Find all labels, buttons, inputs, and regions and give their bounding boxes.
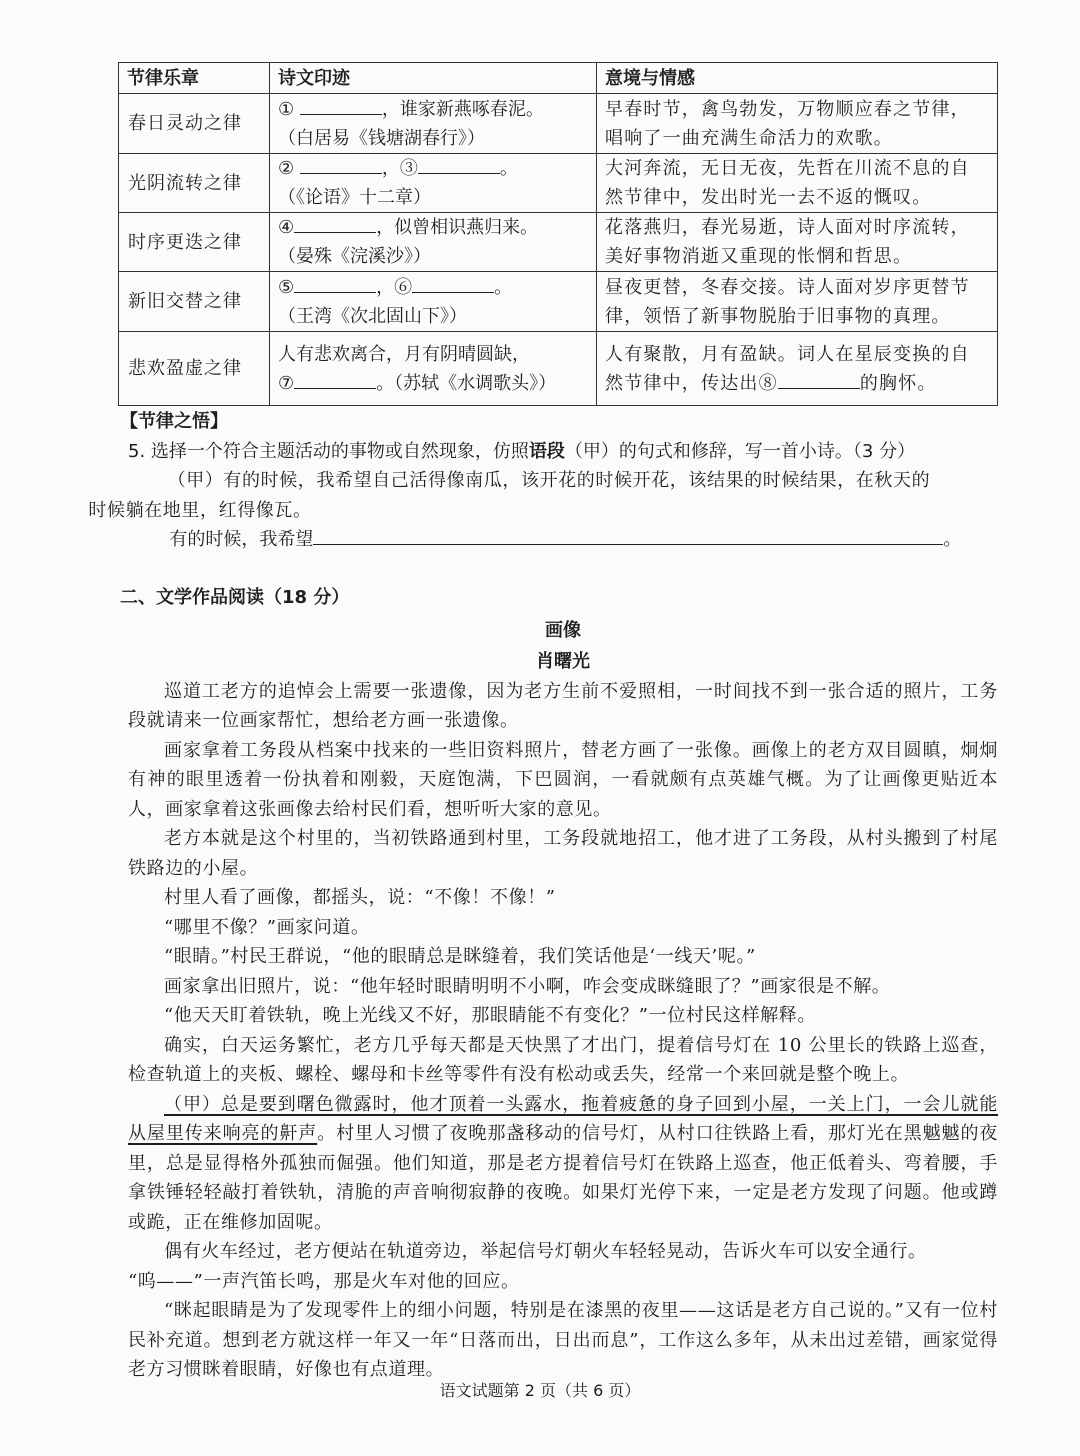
article-title: 画像 [545,619,581,641]
chapter-cell: 光阴流转之律 [119,154,270,213]
paragraph: “眯起眼睛是为了发现零件上的细小问题，特别是在漆黑的夜里——这话是老方自己说的。”又有一位村民补充道。想到老方就这样一年又一年“日落而出，日出而息”，工作这么多年，从未出过差错，画家觉得老方习惯眯着眼睛，好像也有点道理。 [128,1300,998,1380]
emotion-text: 然节律中，发出时光一去不返的慨叹。 [605,187,932,208]
paragraph: 确实，白天运务繁忙，老方几乎每天都是天快黑了才出门，提着信号灯在 10 公里长的铁路上巡查，检查轨道上的夹板、螺栓、螺母和卡丝等零件有没有松动或丢失，经常一个来回就是整个晚上。 [128,1034,998,1085]
paragraph: 巡道工老方的追悼会上需要一张遗像，因为老方生前不爱照相，一时间找不到一张合适的照片，工务段就请来一位画家帮忙，想给老方画一张遗像。 [128,680,998,731]
emotion-text: 美好事物消逝又重现的怅惘和哲思。 [605,246,913,267]
emotion-text: 的胸怀。 [859,372,937,394]
paragraph-jia [128,1090,998,1238]
poem-text: 人有悲欢离合，月有阴晴圆缺， [278,343,530,365]
chapter-cell: 新旧交替之律 [119,272,270,332]
emotion-text: 律，领悟了新事物脱胎于旧事物的真理。 [605,305,951,327]
header-chapter: 节律乐章 [119,63,270,94]
poem-text: 。 [494,276,513,298]
question-5 [128,437,998,467]
table-row [119,272,998,332]
paragraph: 老方本就是这个村里的，当初铁路通到村里，工务段就地招工，他才进了工务段，从村头搬到了村尾铁路边的小屋。 [128,828,998,879]
fill-blank-3[interactable] [418,155,500,174]
poem-text: 。 [499,158,518,179]
paragraph: “呜——”一声汽笛长鸣，那是火车对他的回应。 [128,1270,520,1292]
poem-source: （白居易《钱塘湖春行》） [278,127,485,149]
paragraph: 村里人看了画像，都摇头，说：“不像！不像！” [164,887,556,908]
question-text: 5. 选择一个符合主题活动的事物或自然现象，仿照 [128,440,529,462]
paragraph-text: 。村里人习惯了夜晚那盏移动的信号灯，从村口往铁路上看，那灯光在黑魆魆的夜里，总是显得格外孤独而倔强。他们知道，那是老方提着信号灯在铁路上巡查，他正低着头、弯着腰，手拿铁锤轻轻敲打着铁轨，清脆的声音响彻寂静的夜晚。如果灯光停下来，一定是老方发现了问题。他或蹲或跪，正在维修加固呢。 [128,1123,998,1233]
emotion-cell [597,154,998,213]
article-author: 肖曙光 [536,650,590,672]
answer-end: 。 [943,529,962,550]
example-text: 时候躺在地里，红得像瓦。 [88,499,312,521]
answer-prompt: 有的时候，我希望 [169,529,314,550]
poem-source: （晏殊《浣溪沙》） [278,246,431,267]
emotion-text: 人有聚散，月有盈缺。词人在星辰变换的自 [605,343,970,365]
blank-number: ，⑥ [376,276,413,298]
section-heading: 【节律之悟】 [120,411,228,432]
blank-number: ，③ [381,158,418,179]
blank-number: ⑦ [278,372,295,394]
header-poem: 诗文印迹 [270,63,597,94]
chapter-cell: 时序更迭之律 [119,213,270,272]
poem-source: （王湾《次北固山下》） [278,305,467,327]
emotion-text: 花落燕归，春光易逝，诗人面对时序流转， [605,217,970,238]
fill-blank-8[interactable] [778,370,860,389]
fill-blank-4[interactable] [294,214,376,233]
table-row [119,94,998,154]
answer-line [128,525,998,555]
emotion-text: 昼夜更替，冬春交接。诗人面对岁序更替节 [605,276,970,298]
poem-cell [270,213,597,272]
poem-cell [270,94,597,154]
fill-blank-7[interactable] [294,370,376,389]
emotion-text: 大河奔流，无日无夜，先哲在川流不息的自 [605,158,970,179]
paragraph: 画家拿着工务段从档案中找来的一些旧资料照片，替老方画了一张像。画像上的老方双目圆瞋，炯炯有神的眼里透着一份执着和刚毅，天庭饱满，下巴圆润，一看就颇有点英雄气概。为了让画像更贴近本人，画家拿着这张画像去给村民们看，想听听大家的意见。 [128,739,998,820]
emotion-cell [597,94,998,154]
paragraph: 画家拿出旧照片，说：“他年轻时眼睛明明不小啊，咋会变成眯缝眼了？”画家很是不解。 [164,975,891,997]
section-heading: 二、文学作品阅读（18 分） [120,587,350,608]
fill-blank-1[interactable] [300,96,382,115]
paragraph: “哪里不像？”画家问道。 [164,916,370,938]
example-passage [88,466,998,525]
poem-text: ，似曾相识燕归来。 [376,217,539,238]
emotion-text: 然节律中，传达出⑧ [605,372,778,394]
chapter-cell: 悲欢盈虚之律 [119,332,270,406]
fill-blank-2[interactable] [300,155,382,174]
blank-number: ④ [278,217,295,238]
emotion-text: 唱响了一曲充满生命活力的欢歌。 [605,127,893,149]
paragraph: 偶有火车经过，老方便站在轨道旁边，举起信号灯朝火车轻轻晃动，告诉火车可以安全通行。 [164,1241,927,1262]
blank-number: ② [278,158,295,179]
header-emotion: 意境与情感 [597,63,998,94]
question-emphasis: 语段 [528,440,565,462]
chapter-cell: 春日灵动之律 [119,94,270,154]
paragraph: “他天天盯着铁轨，晚上光线又不好，那眼睛能不有变化？”一位村民这样解释。 [164,1005,817,1026]
reading-section [120,583,998,1385]
fill-blank-6[interactable] [412,274,494,293]
underlined-passage: （甲）总是要到曙色微露时，他才顶着一头露水，拖着疲惫的身子回到小屋，一关上门，一会儿就能从屋里传来响亮的鼾声 [128,1093,998,1144]
table-row [119,213,998,272]
paragraph: “眼睛。”村民王群说，“他的眼睛总是眯缝着，我们笑话他是‘一线天’呢。” [164,946,756,967]
table-row [119,154,998,213]
emotion-cell [597,332,998,406]
poem-cell [270,154,597,213]
blank-number: ① [278,98,295,120]
poem-cell [270,332,597,406]
fill-blank-5[interactable] [294,274,376,293]
emotion-text: 早春时节，禽鸟勃发，万物顺应春之节律， [605,98,970,120]
poem-source: （《论语》十二章） [278,187,431,208]
blank-number: ⑤ [278,276,295,298]
emotion-cell [597,272,998,332]
poem-text: ，谁家新燕啄春泥。 [381,98,544,120]
emotion-cell [597,213,998,272]
page-footer: 语文试题第 2 页（共 6 页） [439,1381,641,1400]
answer-input[interactable] [313,526,943,545]
table-row [119,332,998,406]
example-text: （甲）有的时候，我希望自己活得像南瓜，该开花的时候开花，该结果的时候结果，在秋天的 [167,470,931,491]
poem-cell [270,272,597,332]
poem-source: 。（苏轼《水调歌头》） [376,372,557,394]
rhythm-table [118,62,998,406]
table-header-row [119,63,998,94]
question-text: （甲）的句式和修辞，写一首小诗。（3 分） [564,440,916,462]
insight-section [88,407,998,555]
